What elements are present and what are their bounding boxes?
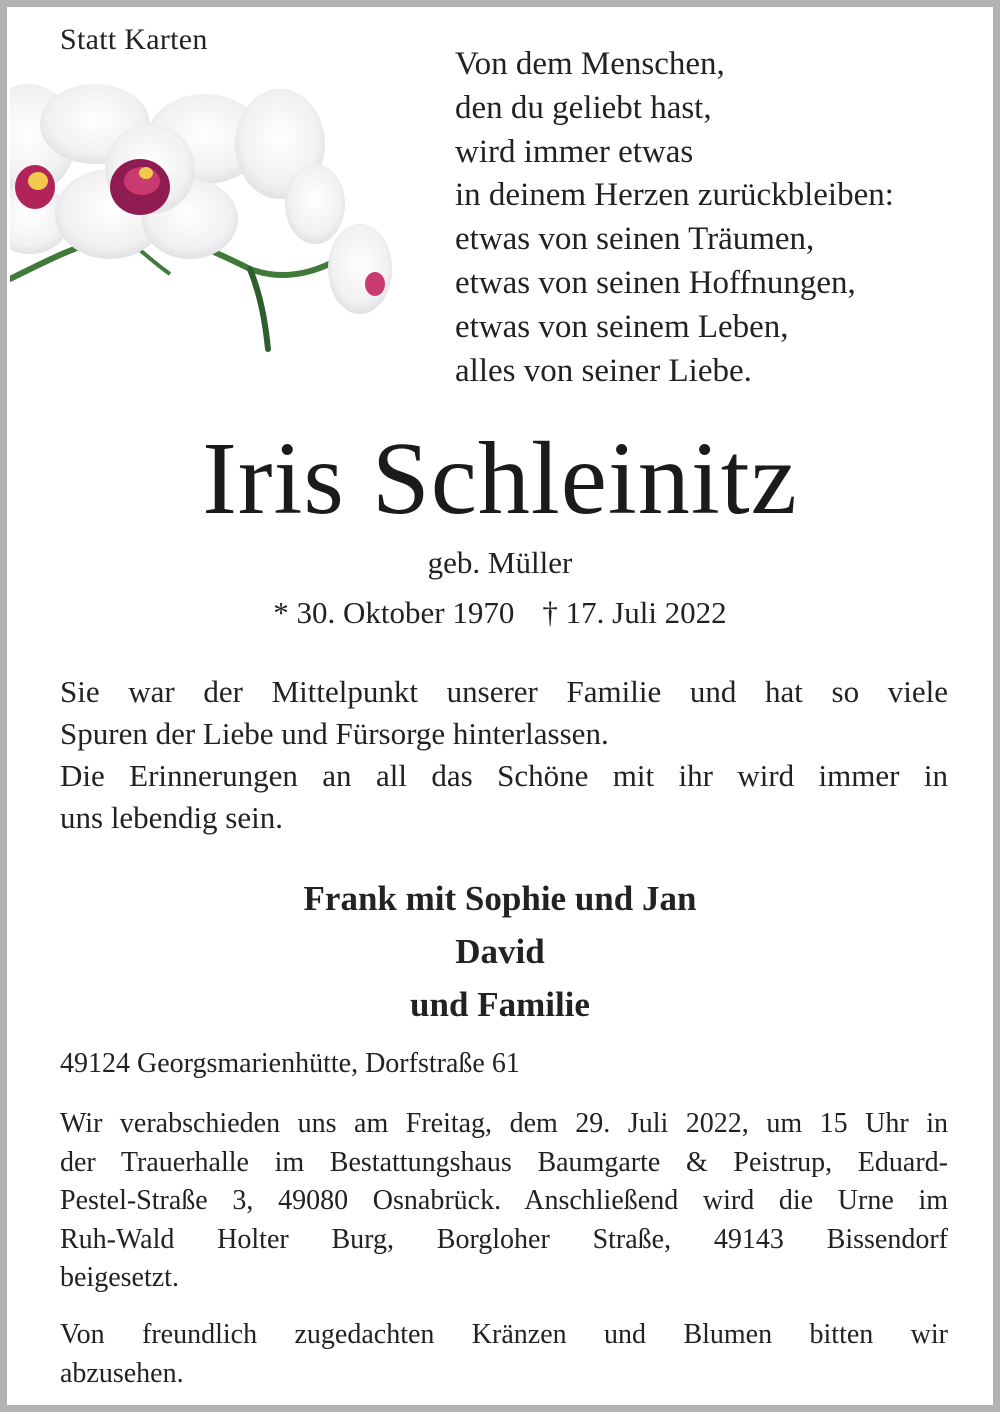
poem-line: Von dem Menschen, [455,46,725,82]
poem-line: alles von seiner Liebe. [455,352,752,389]
poem-line: etwas von seinen Träumen, [455,221,815,258]
mourner-line: David [455,932,545,971]
service-line: Wir verabschieden uns am Freitag, dem 29. Juli 2022, um 15 Uhr in [60,1108,948,1139]
poem [455,43,975,393]
poem-line: etwas von seinen Hoffnungen, [455,264,856,301]
service-info [60,1105,948,1298]
maiden-name: geb. Müller [427,545,573,580]
service-line: Ruh-Wald Holter Burg, Borgloher Straße, 49143 Bissendorf [60,1223,948,1255]
life-dates [7,595,993,631]
service-line: Pestel-Straße 3, 49080 Osnabrück. Anschließend wird die Urne im [60,1185,948,1216]
tribute-text [60,671,948,839]
poem-line: wird immer etwas [455,133,694,170]
mourner-line: und Familie [410,985,590,1024]
orchid-illustration [10,69,410,364]
poem-line: etwas von seinem Leben, [455,308,789,345]
deceased-name: Iris Schleinitz [202,421,798,536]
family-address: 49124 Georgsmarienhütte, Dorfstraße 61 [60,1048,520,1079]
mourners [7,872,993,1031]
tribute-line: Spuren der Liebe und Fürsorge hinterlassen. [60,716,609,751]
tribute-line: uns lebendig sein. [60,800,283,835]
header-note: Statt Karten [60,23,208,56]
death-date: † 17. Juli 2022 [542,595,727,630]
mourner-line: Frank mit Sophie und Jan [303,879,697,918]
poem-line: den du geliebt hast, [455,89,712,126]
service-line: der Trauerhalle im Bestattungshaus Baumgarte & Peistrup, Eduard- [60,1146,948,1178]
tribute-line: Sie war der Mittelpunkt unserer Familie und hat so viele [60,674,948,709]
tribute-line: Die Erinnerungen an all das Schöne mit ihr wird immer in [60,758,948,793]
request-line: abzusehen. [60,1357,184,1389]
service-line: beigesetzt. [60,1262,179,1293]
poem-line: in deinem Herzen zurückbleiben: [455,177,894,214]
birth-date: * 30. Oktober 1970 [273,595,515,630]
flower-request [60,1316,948,1393]
request-line: Von freundlich zugedachten Kränzen und Blumen bitten wir [60,1319,948,1350]
